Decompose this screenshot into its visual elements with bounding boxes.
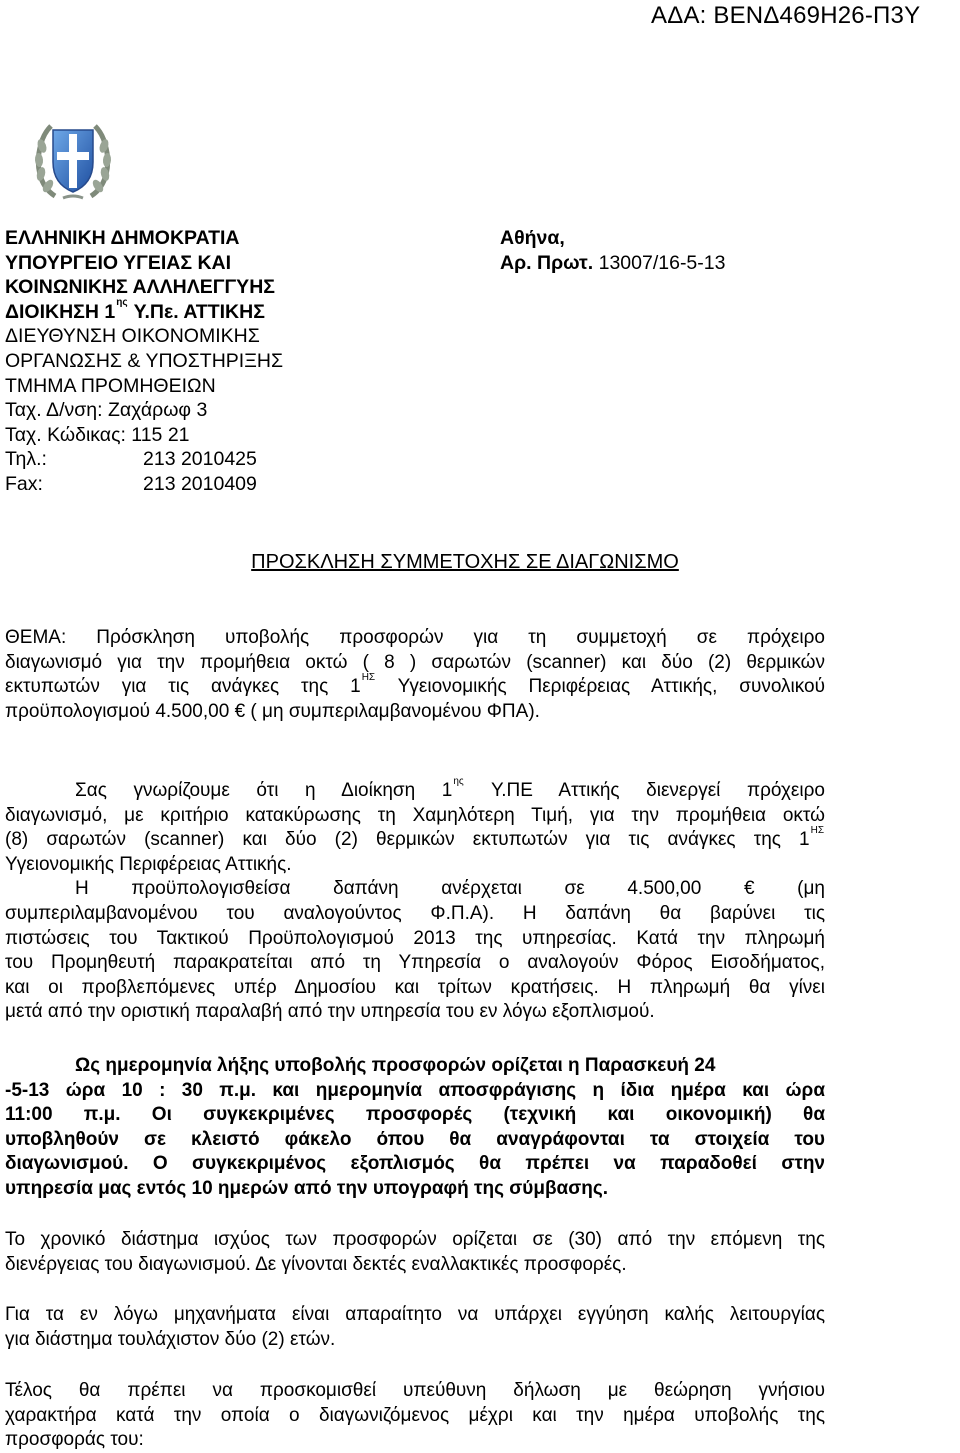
ordinal-superscript: ης xyxy=(116,296,128,308)
phone-label: Τηλ.: xyxy=(5,448,47,471)
intro-line xyxy=(5,825,825,853)
document-title: ΠΡΟΣΚΛΗΣΗ ΣΥΜΜΕΤΟΧΗΣ ΣΕ ΔΙΑΓΩΝΙΣΜΟ xyxy=(251,551,679,573)
intro-line: του Προμηθευτή παρακρατείται από τη Υπηρεσία ο αναλογούν Φόρος Εισοδήματος, xyxy=(5,952,825,974)
deadline-line: 11:00 π.μ. Οι συγκεκριμένες προσφορές (τεχνική και οικονομική) θα xyxy=(5,1104,825,1126)
deadline-paragraph xyxy=(5,1054,825,1202)
intro-line xyxy=(5,877,825,902)
intro-line: διαγωνισμό, με κριτήριο κατακύρωσης τη Χαμηλότερη Τιμή, για την προμήθεια οκτώ xyxy=(5,804,825,826)
intro-text: Η προϋπολογισθείσα δαπάνη ανέρχεται σε 4.500,00 € (μη xyxy=(75,878,825,900)
postal-code-line: Ταχ. Κώδικας: 115 21 xyxy=(5,423,190,446)
sender-line: ΕΛΛΗΝΙΚΗ ΔΗΜΟΚΡΑΤΙΑ xyxy=(5,227,240,249)
subject-text: εκτυπωτών για τις ανάγκες της 1 xyxy=(5,676,361,698)
place-label: Αθήνα, xyxy=(500,227,565,249)
fax-value: 213 2010409 xyxy=(143,472,257,495)
intro-line: μετά από την οριστική παραλαβή από την υπηρεσία του εν λόγω εξοπλισμού. xyxy=(5,1001,655,1023)
intro-line: πιστώσεις του Τακτικού Προϋπολογισμού 2013 της υπηρεσίας. Κατά την πληρωμή xyxy=(5,927,825,949)
ada-identifier: ΑΔΑ: ΒΕΝΔ469Η26-Π3Υ xyxy=(651,2,921,29)
intro-line xyxy=(5,776,825,804)
ordinal-superscript: ΗΣ xyxy=(810,825,824,837)
deadline-line: διαγωνισμού. Ο συγκεκριμένος εξοπλισμός θα πρέπει να παραδοθεί στην xyxy=(5,1153,825,1175)
deadline-line: υποβληθούν σε κλειστό φάκελο όπου θα αναγράφονται τα στοιχεία του xyxy=(5,1128,825,1150)
deadline-line: υπηρεσία μας εντός 10 ημερών από την υπογραφή της σύμβασης. xyxy=(5,1177,608,1199)
deadline-line xyxy=(5,1054,825,1079)
phone-value: 213 2010425 xyxy=(143,448,257,471)
warranty-line: για διάστημα τουλάχιστον δύο (2) ετών. xyxy=(5,1328,336,1350)
fax-line xyxy=(5,472,475,497)
intro-text: Υ.ΠΕ Αττικής διενεργεί πρόχειρο xyxy=(464,780,825,801)
intro-line: συμπεριλαμβανομένου του αναλογούντος Φ.Π.Α). Η δαπάνη θα βαρύνει τις xyxy=(5,902,825,924)
deadline-text: Ως ημερομηνία λήξης υποβολής προσφορών ορίζεται η Παρασκευή 24 xyxy=(75,1055,716,1076)
validity-line: Το χρονικό διάστημα ισχύος των προσφορών ορίζεται σε (30) από την επόμενη της xyxy=(5,1229,825,1250)
sender-line xyxy=(5,296,475,325)
place-protocol-block xyxy=(500,226,940,275)
intro-line: και οι προβλεπόμενες υπέρ Δημοσίου και τρίτων κρατήσεις. Η πληρωμή θα γίνει xyxy=(5,976,825,998)
validity-paragraph xyxy=(5,1228,825,1277)
protocol-number xyxy=(500,251,940,276)
intro-text: (8) σαρωτών (scanner) και δύο (2) θερμικών εκτυπωτών για τις ανάγκες της 1 xyxy=(5,829,810,851)
greek-coat-of-arms-emblem xyxy=(33,116,113,204)
subject-line: διαγωνισμό για την προμήθεια οκτώ ( 8 ) σαρωτών (scanner) και δύο (2) θερμικών xyxy=(5,651,825,673)
protocol-label: Αρ. Πρωτ. xyxy=(500,251,594,274)
declaration-paragraph xyxy=(5,1379,825,1453)
subject-line: ΘΕΜΑ: Πρόσκληση υποβολής προσφορών για τη συμμετοχή σε πρόχειρο xyxy=(5,627,825,648)
warranty-line: Για τα εν λόγω μηχανήματα είναι απαραίτητο να υπάρχει εγγύηση καλής λειτουργίας xyxy=(5,1304,825,1325)
sender-line: ΟΡΓΑΝΩΣΗΣ & ΥΠΟΣΤΗΡΙΞΗΣ xyxy=(5,349,284,372)
intro-line: Υγειονομικής Περιφέρειας Αττικής. xyxy=(5,853,292,875)
sender-block xyxy=(5,226,475,497)
phone-line xyxy=(5,447,475,472)
sender-line-text: Υ.Πε. ΑΤΤΙΚΗΣ xyxy=(128,300,265,323)
declaration-line: Τέλος θα πρέπει να προσκομισθεί υπεύθυνη δήλωση με θεώρηση γνήσιου xyxy=(5,1380,825,1401)
subject-paragraph xyxy=(5,626,825,724)
declaration-line: χαρακτήρα κατά την οποία ο διαγωνιζόμενος μέχρι και την ημέρα υποβολής της xyxy=(5,1404,825,1426)
subject-text: Υγειονομικής Περιφέρειας Αττικής, συνολικού xyxy=(376,676,825,698)
fax-label: Fax: xyxy=(5,472,43,495)
declaration-line: προσφοράς του: xyxy=(5,1429,144,1451)
deadline-line: -5-13 ώρα 10 : 30 π.μ. και ημερομηνία αποσφράγισης η ίδια ημέρα και ώρα xyxy=(5,1079,825,1101)
sender-line: ΤΜΗΜΑ ΠΡΟΜΗΘΕΙΩΝ xyxy=(5,374,216,397)
intro-paragraph xyxy=(5,776,825,1025)
intro-text: Σας γνωρίζουμε ότι η Διοίκηση 1 xyxy=(75,780,453,801)
subject-line xyxy=(5,672,825,700)
ordinal-superscript: ης xyxy=(453,776,464,787)
subject-line: προϋπολογισμού 4.500,00 € ( μη συμπεριλαμβανομένου ΦΠΑ). xyxy=(5,700,540,722)
ordinal-superscript: ΗΣ xyxy=(361,672,376,684)
sender-line: ΔΙΕΥΘΥΝΣΗ ΟΙΚΟΝΟΜΙΚΗΣ xyxy=(5,325,260,348)
validity-line: διενέργειας του διαγωνισμού. Δε γίνονται δεκτές εναλλακτικές προσφορές. xyxy=(5,1253,627,1275)
sender-line-text: ΔΙΟΙΚΗΣΗ 1 xyxy=(5,300,116,323)
warranty-paragraph xyxy=(5,1303,825,1352)
sender-line: ΚΟΙΝΩΝΙΚΗΣ ΑΛΛΗΛΕΓΓΥΗΣ xyxy=(5,276,275,299)
address-line: Ταχ. Δ/νση: Ζαχάρωφ 3 xyxy=(5,399,208,422)
sender-line: ΥΠΟΥΡΓΕΙΟ ΥΓΕΙΑΣ ΚΑΙ xyxy=(5,251,232,274)
protocol-value: 13007/16-5-13 xyxy=(593,251,726,274)
